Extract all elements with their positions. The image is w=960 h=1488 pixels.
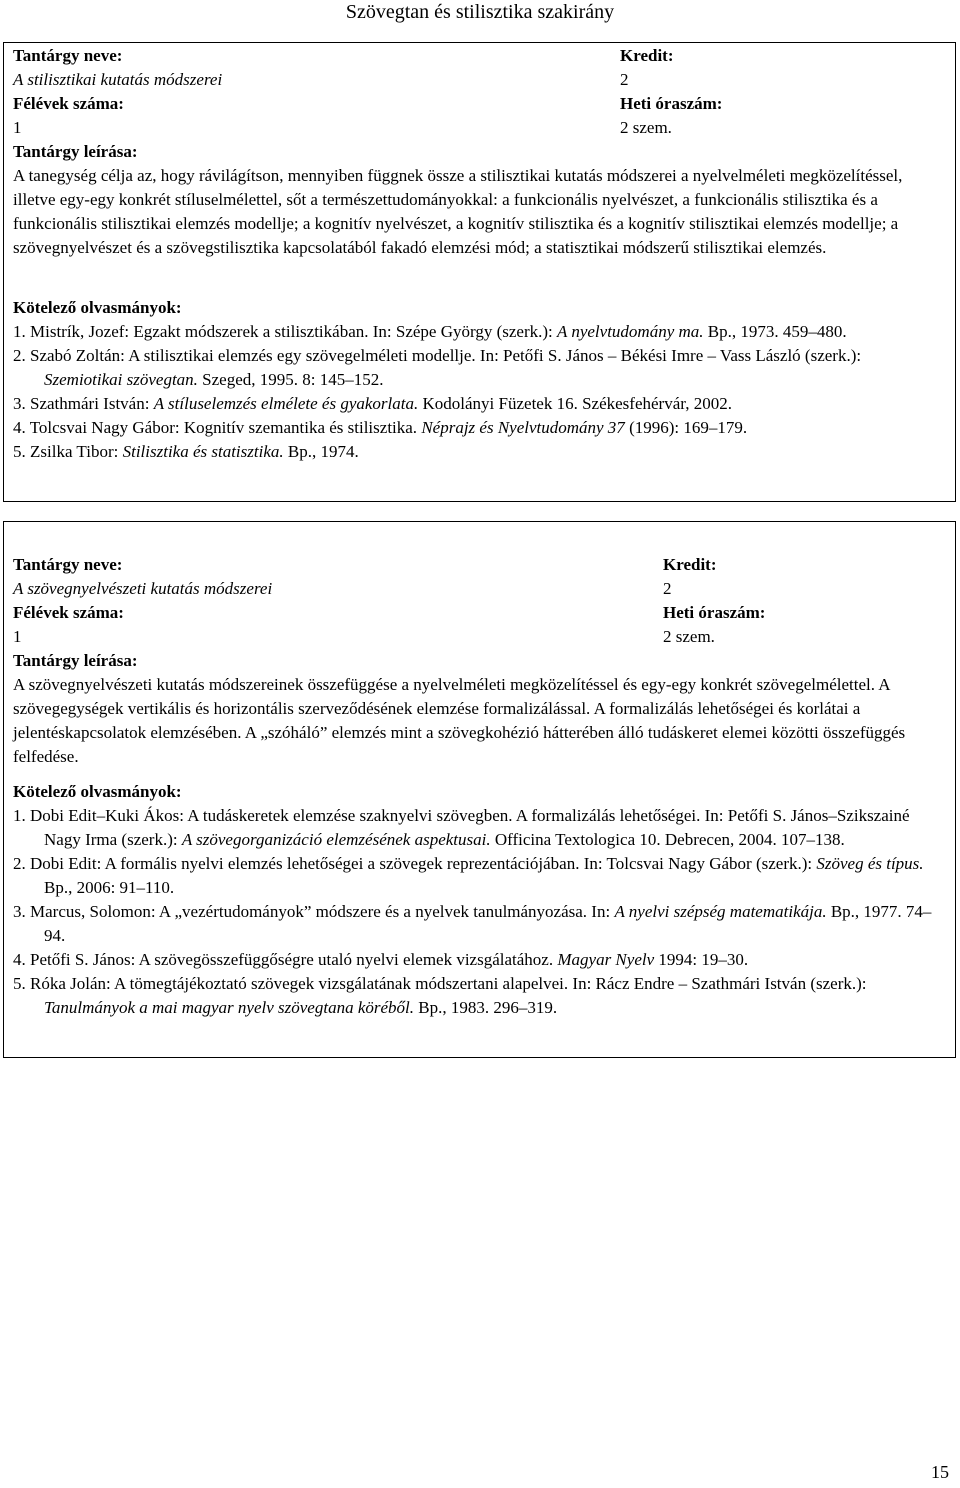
- reading-item: [13, 948, 943, 972]
- reading-title: A nyelvtudomány ma.: [557, 322, 704, 341]
- reading-item: [13, 416, 943, 440]
- credit-value: 2: [620, 70, 629, 89]
- course-name: A szövegnyelvészeti kutatás módszerei: [13, 579, 273, 598]
- page-number: 15: [931, 1462, 949, 1482]
- description-label: Tantárgy leírása:: [13, 651, 138, 670]
- weekly-hours-value: 2 szem.: [620, 118, 672, 137]
- reading-text: 5. Róka Jolán: A tömegtájékoztató szövegek vizsgálatának módszertani alapelvei. In: Rácz Endre – Szathmári István (szerk.):: [13, 974, 867, 993]
- reading-text: 3. Marcus, Solomon: A „vezértudományok” módszere és a nyelvek tanulmányozása. In:: [13, 902, 615, 921]
- reading-item: [13, 344, 943, 392]
- reading-item: [13, 804, 943, 852]
- reading-title: Magyar Nyelv: [557, 950, 655, 969]
- reading-list: [13, 320, 943, 464]
- reading-text: 4. Petőfi S. János: A szövegösszefüggőségre utaló nyelvi elemek vizsgálatához.: [13, 950, 558, 969]
- reading-list: [13, 804, 943, 1020]
- course-description: A tanegység célja az, hogy rávilágítson, mennyiben függnek össze a stilisztikai kutatás módszerei a nyelvelméleti megközelítéssel, illetve egy-egy konkrét stíluselmélettel, sőt a természettudományokkal: a funkcionális nyelvészet, a funkcionális stilisztika és a funkcionális stilisztikai elemzés modellje; a kognitív nyelvészet, a kognitív stilisztika és a kognitív stilisztikai elemzés modellje; a szövegnyelvészet és a szövegstilisztika kapcsolatából fakadó elemzési mód; a statisztikai módszerű stilisztikai elemzés.: [13, 166, 903, 257]
- reading-item: [13, 440, 943, 464]
- reading-text: 2. Dobi Edit: A formális nyelvi elemzés lehetőségei a szövegek reprezentációjában. In: Tolcsvai Nagy Gábor (szerk.):: [13, 854, 817, 873]
- reading-details: Bp., 1973. 459–480.: [703, 322, 847, 341]
- reading-text: 2. Szabó Zoltán: A stilisztikai elemzés egy szövegelméleti modellje. In: Petőfi S. János – Békési Imre – Vass László (szerk.):: [13, 346, 862, 365]
- reading-details: Bp., 2006: 91–110.: [44, 878, 175, 897]
- reading-details: Szeged, 1995. 8: 145–152.: [197, 370, 384, 389]
- reading-details: Bp., 1974.: [283, 442, 359, 461]
- reading-item: [13, 852, 943, 900]
- reading-details: (1996): 169–179.: [624, 418, 748, 437]
- semesters-value: 1: [13, 118, 22, 137]
- reading-text: 1. Dobi Edit–Kuki Ákos: A tudáskeretek elemzése szaknyelvi szövegben. A formalizálás lehetőségei. In: Petőfi S. János–Szikszainé Nagy Irma (szerk.):: [13, 806, 910, 849]
- weekly-hours-label: Heti óraszám:: [663, 603, 766, 622]
- reading-details: Kodolányi Füzetek 16. Székesfehérvár, 2002.: [418, 394, 732, 413]
- credit-label: Kredit:: [620, 46, 674, 65]
- reading-text: 1. Mistrík, Jozef: Egzakt módszerek a stilisztikában. In: Szépe György (szerk.):: [13, 322, 558, 341]
- subject-name-label: Tantárgy neve:: [13, 46, 123, 65]
- reading-title: A nyelvi szépség matematikája.: [614, 902, 827, 921]
- page-title: Szövegtan és stilisztika szakirány: [345, 1, 615, 23]
- reading-text: 4. Tolcsvai Nagy Gábor: Kognitív szemantika és stilisztika.: [13, 418, 422, 437]
- reading-title: Szöveg és típus.: [816, 854, 924, 873]
- reading-title: A stíluselemzés elmélete és gyakorlata.: [153, 394, 419, 413]
- course-box-textlinguistics: [3, 521, 956, 1058]
- course-name: A stilisztikai kutatás módszerei: [13, 70, 223, 89]
- readings-label: Kötelező olvasmányok:: [13, 298, 182, 317]
- reading-details: Bp., 1977. 74–94.: [44, 902, 932, 945]
- reading-details: Officina Textologica 10. Debrecen, 2004. 107–138.: [490, 830, 845, 849]
- credit-label: Kredit:: [663, 555, 717, 574]
- reading-title: Szemiotikai szövegtan.: [44, 370, 198, 389]
- weekly-hours-label: Heti óraszám:: [620, 94, 723, 113]
- reading-title: Tanulmányok a mai magyar nyelv szövegtana köréből.: [44, 998, 415, 1017]
- reading-text: 5. Zsilka Tibor:: [13, 442, 123, 461]
- reading-item: [13, 392, 943, 416]
- credit-value: 2: [663, 579, 672, 598]
- reading-title: A szövegorganizáció elemzésének aspektusai.: [181, 830, 491, 849]
- reading-item: [13, 972, 943, 1020]
- reading-text: 3. Szathmári István:: [13, 394, 154, 413]
- subject-name-label: Tantárgy neve:: [13, 555, 123, 574]
- reading-item: [13, 320, 943, 344]
- course-box-stylistics: [3, 42, 956, 502]
- readings-label: Kötelező olvasmányok:: [13, 782, 182, 801]
- reading-title: Stilisztika és statisztika.: [122, 442, 284, 461]
- semesters-label: Félévek száma:: [13, 94, 124, 113]
- semesters-label: Félévek száma:: [13, 603, 124, 622]
- reading-item: [13, 900, 943, 948]
- course-description: A szövegnyelvészeti kutatás módszereinek összefüggése a nyelvelméleti megközelítéssel és egy-egy konkrét szövegelmélettel. A szövegegységek vertikális és horizontális szerveződésének elemzése formalizálással. A formalizálás lehetőségei és korlátai a jelentéskapcsolatok elemzésében. A „szóháló” elemzés mint a szövegkohézió hátterében álló tudáskeret elemei közötti összefüggés felfedése.: [13, 675, 906, 766]
- reading-details: 1994: 19–30.: [654, 950, 749, 969]
- semesters-value: 1: [13, 627, 22, 646]
- description-label: Tantárgy leírása:: [13, 142, 138, 161]
- weekly-hours-value: 2 szem.: [663, 627, 715, 646]
- reading-title: Néprajz és Nyelvtudomány 37: [421, 418, 625, 437]
- reading-details: Bp., 1983. 296–319.: [414, 998, 558, 1017]
